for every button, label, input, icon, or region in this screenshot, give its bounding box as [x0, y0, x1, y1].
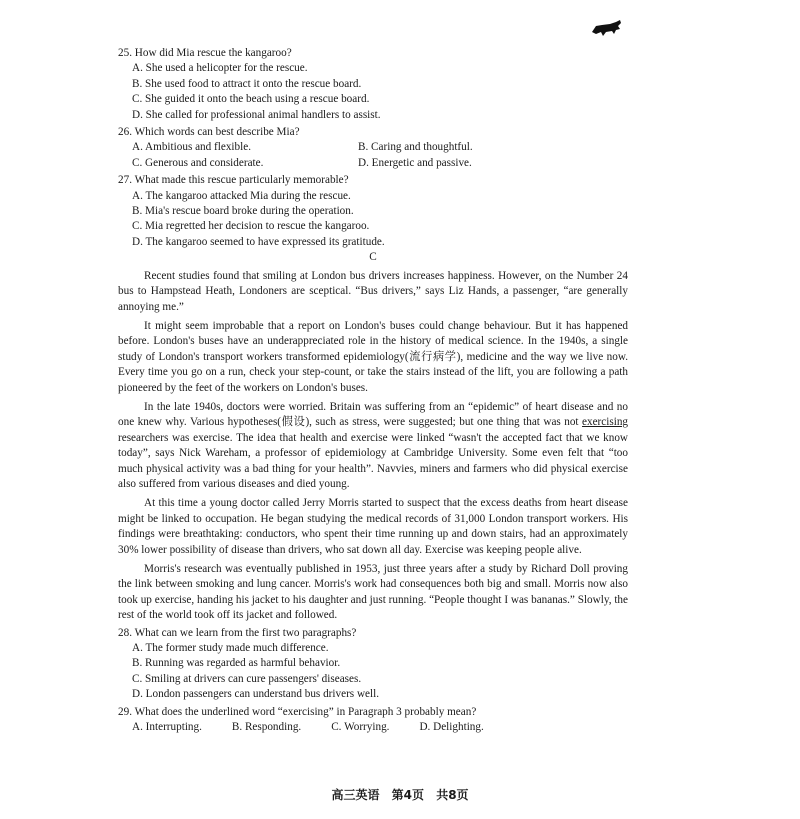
option-a: A. Ambitious and flexible. [132, 141, 252, 154]
option-a: A. She used a helicopter for the rescue. [132, 62, 308, 75]
footer-total-pages: 共8页 [436, 788, 469, 802]
reading-passage [118, 269, 628, 624]
question-25 [118, 46, 628, 123]
page-footer [0, 788, 800, 803]
option-b: B. She used food to attract it onto the rescue board. [132, 77, 362, 90]
option-d: D. The kangaroo seemed to have expressed its gratitude. [132, 235, 385, 248]
footer-subject: 高三英语 [331, 788, 380, 802]
option-c: C. Smiling at drivers can cure passengers' diseases. [132, 672, 362, 685]
option-d: D. Delighting. [419, 721, 484, 734]
exam-page [118, 44, 628, 735]
question-stem: 28. What can we learn from the first two paragraphs? [118, 626, 357, 639]
option-b: B. Caring and thoughtful. [358, 141, 473, 154]
passage-paragraph-3 [118, 400, 628, 492]
passage-paragraph-2: It might seem improbable that a report on London's buses could change behaviour. But it has happened before. London's buses have an underappreciated role in the history of medical science. In the 1940s, a single study of London's transport workers transformed epidemiology(流行病学), medicine and the way we live now. Every time you go on a run, check your step-count, or take the stairs instead of the lift, you are following a path pioneered by the feet of the workers on London's buses. [118, 319, 628, 394]
option-d: D. London passengers can understand bus drivers well. [132, 688, 379, 701]
option-a: A. Interrupting. [132, 721, 202, 734]
passage-paragraph-5: Morris's research was eventually published in 1953, just three years after a study by Richard Doll proving the link between smoking and lung cancer. Morris's work had consequences both big and small. Morris now also took up exercise, handing his jacket to his daughter and just running. “People thought I was bananas.” Slowly, the rest of the world took off its jacket and followed. [118, 563, 628, 622]
option-c: C. Generous and considerate. [132, 156, 264, 169]
passage-paragraph-1: Recent studies found that smiling at London bus drivers increases happiness. However, on the Number 24 bus to Hampstead Heath, Londoners are sceptical. “Bus drivers,” says Liz Hands, a passenger, “are generally annoying me.” [118, 269, 628, 313]
option-d: D. She called for professional animal handlers to assist. [132, 108, 381, 121]
option-a: A. The kangaroo attacked Mia during the rescue. [132, 189, 351, 202]
question-26 [118, 125, 628, 171]
question-stem: 25. How did Mia rescue the kangaroo? [118, 47, 292, 59]
footer-page-number: 第4页 [391, 788, 424, 802]
option-d: D. Energetic and passive. [358, 156, 472, 169]
option-c: C. Worrying. [331, 721, 390, 734]
paragraph-text: In the late 1940s, doctors were worried. Britain was suffering from an “epidemic” of heart disease and no one knew why. Various hypotheses(假设), such as stress, were suggested; but one thing that was not [118, 400, 628, 429]
question-29 [118, 705, 628, 736]
option-a: A. The former study made much difference. [132, 642, 329, 655]
option-b: B. Responding. [231, 721, 302, 734]
underlined-word: exercising [582, 416, 629, 429]
paragraph-text: researchers was exercise. The idea that health and exercise were linked “wasn't the accepted fact that we know today”, says Nick Wareham, a professor of epidemiology at Cambridge University. Some even felt that “too much physical activity was a bad thing for your health”. Navvies, miners and farmers who did physical exercise also suffered from various diseases and died young. [118, 431, 628, 490]
option-b: B. Mia's rescue board broke during the operation. [132, 205, 354, 218]
question-stem: 26. Which words can best describe Mia? [118, 126, 300, 139]
question-28 [118, 626, 628, 703]
passage-paragraph-4: At this time a young doctor called Jerry Morris started to suspect that the excess deaths from heart disease might be linked to occupation. He began studying the medical records of 31,000 London transport workers. His findings were breathtaking: conductors, who spent their time running up and down stairs, had an approximately 30% lower possibility of disease than drivers, who sat down all day. Exercise was keeping people alive. [118, 497, 628, 556]
question-stem: 27. What made this rescue particularly memorable? [118, 174, 349, 187]
question-stem: 29. What does the underlined word “exercising” in Paragraph 3 probably mean? [118, 705, 477, 718]
bull-logo-icon [590, 18, 624, 40]
option-c: C. She guided it onto the beach using a rescue board. [132, 93, 370, 106]
option-c: C. Mia regretted her decision to rescue the kangaroo. [132, 220, 370, 233]
section-label: C [369, 251, 377, 264]
question-27 [118, 173, 628, 250]
option-b: B. Running was regarded as harmful behavior. [132, 657, 341, 670]
